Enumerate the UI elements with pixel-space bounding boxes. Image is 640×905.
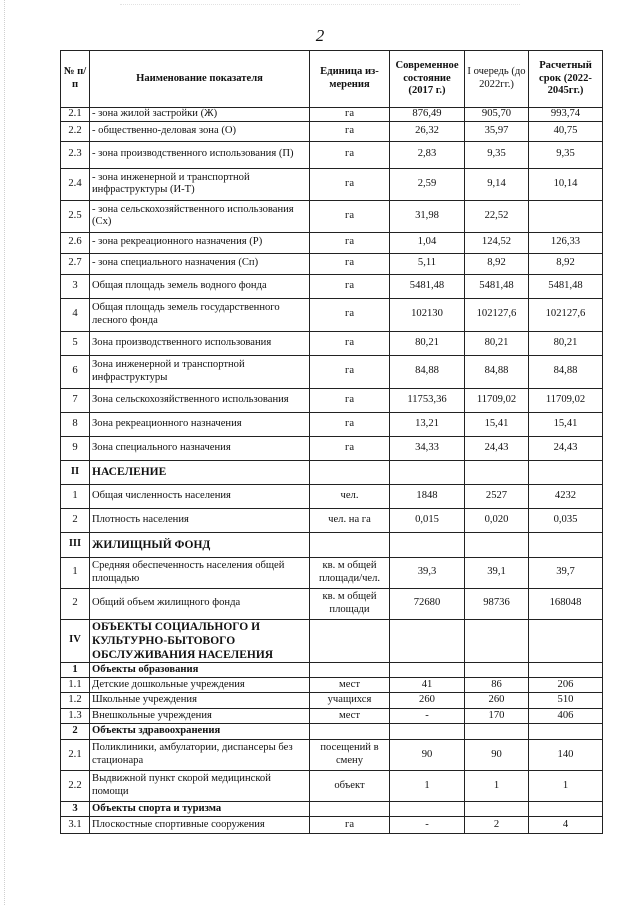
row-current: 5,11 <box>390 253 465 274</box>
row-target: 102127,6 <box>529 298 603 331</box>
row-name: Выдвижной пункт скорой медицинской помощи <box>90 770 310 801</box>
row-target <box>529 200 603 232</box>
table-row <box>61 692 603 708</box>
row-stage1: 35,97 <box>465 121 529 141</box>
row-name: Поликлиники, амбулатории, диспансеры без стационара <box>90 739 310 770</box>
row-target <box>529 662 603 677</box>
row-num: 2.1 <box>61 108 90 122</box>
row-name: ЖИЛИЩНЫЙ ФОНД <box>90 532 310 557</box>
table-row <box>61 412 603 436</box>
row-current: 26,32 <box>390 121 465 141</box>
row-target: 0,035 <box>529 508 603 532</box>
row-unit: га <box>310 388 390 412</box>
row-name: - зона сельскохозяйственного использования (Сх) <box>90 200 310 232</box>
row-num: 2 <box>61 588 90 619</box>
table-row <box>61 388 603 412</box>
table-row <box>61 331 603 355</box>
table-row <box>61 200 603 232</box>
row-current: 1 <box>390 770 465 801</box>
row-unit: га <box>310 298 390 331</box>
section-row <box>61 532 603 557</box>
header-num: № п/п <box>61 51 90 108</box>
row-name: Объекты здравоохранения <box>90 723 310 739</box>
row-name: - зона рекреационного назначения (Р) <box>90 232 310 253</box>
row-num: II <box>61 460 90 484</box>
row-num: 3 <box>61 274 90 298</box>
row-num: 2.6 <box>61 232 90 253</box>
row-unit: га <box>310 816 390 833</box>
row-unit: посещений в смену <box>310 739 390 770</box>
row-current <box>390 801 465 816</box>
row-name: Школьные учреждения <box>90 692 310 708</box>
table-row <box>61 677 603 692</box>
row-name: Общий объем жилищного фонда <box>90 588 310 619</box>
row-current: 1,04 <box>390 232 465 253</box>
row-unit: га <box>310 274 390 298</box>
row-unit <box>310 723 390 739</box>
row-stage1: 22,52 <box>465 200 529 232</box>
row-num: 3 <box>61 801 90 816</box>
table-row <box>61 739 603 770</box>
row-target: 15,41 <box>529 412 603 436</box>
row-current <box>390 662 465 677</box>
row-current: 80,21 <box>390 331 465 355</box>
row-name: Общая площадь земель водного фонда <box>90 274 310 298</box>
row-stage1: 8,92 <box>465 253 529 274</box>
row-name: - общественно-деловая зона (О) <box>90 121 310 141</box>
row-stage1: 0,020 <box>465 508 529 532</box>
row-name: Средняя обеспеченность населения общей площадью <box>90 557 310 588</box>
row-name: - зона жилой застройки (Ж) <box>90 108 310 122</box>
row-num: 6 <box>61 355 90 388</box>
row-name: Зона инженерной и транспортной инфраструктуры <box>90 355 310 388</box>
row-name: - зона производственного использования (П) <box>90 141 310 168</box>
table-row <box>61 557 603 588</box>
row-target: 1 <box>529 770 603 801</box>
row-num: 5 <box>61 331 90 355</box>
row-unit: объект <box>310 770 390 801</box>
row-current <box>390 619 465 662</box>
row-stage1: 80,21 <box>465 331 529 355</box>
row-unit: га <box>310 331 390 355</box>
scan-left-edge <box>4 0 5 905</box>
row-name: Зона специального назначения <box>90 436 310 460</box>
row-unit: га <box>310 200 390 232</box>
row-target: 993,74 <box>529 108 603 122</box>
row-current: 13,21 <box>390 412 465 436</box>
row-current: 72680 <box>390 588 465 619</box>
row-name: Общая численность населения <box>90 484 310 508</box>
row-stage1 <box>465 619 529 662</box>
row-target <box>529 460 603 484</box>
section-row <box>61 460 603 484</box>
row-unit: кв. м общей площади <box>310 588 390 619</box>
table-header-row <box>61 51 603 108</box>
table-row <box>61 298 603 331</box>
row-current: 260 <box>390 692 465 708</box>
row-num: 2 <box>61 508 90 532</box>
row-current: 876,49 <box>390 108 465 122</box>
row-num: III <box>61 532 90 557</box>
row-name: - зона специального назначения (Сп) <box>90 253 310 274</box>
row-num: 2.5 <box>61 200 90 232</box>
row-name: Зона производственного использования <box>90 331 310 355</box>
row-target: 126,33 <box>529 232 603 253</box>
row-num: 3.1 <box>61 816 90 833</box>
row-current: 41 <box>390 677 465 692</box>
row-name: Общая площадь земель государственного лесного фонда <box>90 298 310 331</box>
row-stage1: 260 <box>465 692 529 708</box>
row-target: 140 <box>529 739 603 770</box>
row-name: Зона рекреационного назначения <box>90 412 310 436</box>
row-num: 1 <box>61 557 90 588</box>
row-target: 510 <box>529 692 603 708</box>
row-target: 24,43 <box>529 436 603 460</box>
row-num: 2.2 <box>61 770 90 801</box>
row-current <box>390 460 465 484</box>
row-num: 7 <box>61 388 90 412</box>
row-stage1: 39,1 <box>465 557 529 588</box>
table-row <box>61 232 603 253</box>
header-target: Расчетный срок (2022-2045гг.) <box>529 51 603 108</box>
row-unit: га <box>310 168 390 200</box>
row-num: 1 <box>61 662 90 677</box>
row-name: Плоскостные спортивные сооружения <box>90 816 310 833</box>
row-name: НАСЕЛЕНИЕ <box>90 460 310 484</box>
header-name: Наименование показателя <box>90 51 310 108</box>
scan-top-edge <box>120 4 520 5</box>
row-stage1: 2527 <box>465 484 529 508</box>
table-row <box>61 484 603 508</box>
header-unit: Единица из-мерения <box>310 51 390 108</box>
row-unit: га <box>310 121 390 141</box>
row-current: 1848 <box>390 484 465 508</box>
row-stage1: 1 <box>465 770 529 801</box>
row-current: 34,33 <box>390 436 465 460</box>
row-unit <box>310 619 390 662</box>
row-unit: га <box>310 232 390 253</box>
row-stage1: 86 <box>465 677 529 692</box>
row-stage1: 124,52 <box>465 232 529 253</box>
table-row <box>61 770 603 801</box>
row-unit <box>310 460 390 484</box>
row-name: Плотность населения <box>90 508 310 532</box>
row-stage1: 905,70 <box>465 108 529 122</box>
subsection-row <box>61 662 603 677</box>
row-current: 5481,48 <box>390 274 465 298</box>
row-current: 31,98 <box>390 200 465 232</box>
table-row <box>61 708 603 723</box>
row-unit <box>310 662 390 677</box>
row-target <box>529 723 603 739</box>
row-current: 84,88 <box>390 355 465 388</box>
row-num: 2.3 <box>61 141 90 168</box>
row-name: - зона инженерной и транспортной инфраструктуры (И-Т) <box>90 168 310 200</box>
row-target <box>529 619 603 662</box>
row-num: 9 <box>61 436 90 460</box>
row-num: 1 <box>61 484 90 508</box>
row-stage1: 24,43 <box>465 436 529 460</box>
table-row <box>61 141 603 168</box>
row-stage1: 98736 <box>465 588 529 619</box>
row-unit: га <box>310 355 390 388</box>
row-stage1 <box>465 460 529 484</box>
row-current: 102130 <box>390 298 465 331</box>
page-number: 2 <box>315 26 325 45</box>
table-row <box>61 274 603 298</box>
row-stage1: 9,14 <box>465 168 529 200</box>
row-target: 9,35 <box>529 141 603 168</box>
row-target: 8,92 <box>529 253 603 274</box>
row-unit: га <box>310 412 390 436</box>
row-stage1: 102127,6 <box>465 298 529 331</box>
row-num: 2.7 <box>61 253 90 274</box>
row-target: 168048 <box>529 588 603 619</box>
row-num: 1.3 <box>61 708 90 723</box>
table-row <box>61 108 603 122</box>
header-current: Современное состояние (2017 г.) <box>390 51 465 108</box>
row-stage1 <box>465 801 529 816</box>
row-current <box>390 532 465 557</box>
table-row <box>61 253 603 274</box>
row-unit: га <box>310 108 390 122</box>
section-row <box>61 619 603 662</box>
row-target: 40,75 <box>529 121 603 141</box>
row-current: - <box>390 708 465 723</box>
row-num: 2.2 <box>61 121 90 141</box>
row-current: 39,3 <box>390 557 465 588</box>
row-target: 39,7 <box>529 557 603 588</box>
row-stage1 <box>465 723 529 739</box>
row-num: 2.4 <box>61 168 90 200</box>
row-stage1: 90 <box>465 739 529 770</box>
row-target: 11709,02 <box>529 388 603 412</box>
table-row <box>61 121 603 141</box>
row-stage1: 2 <box>465 816 529 833</box>
row-target <box>529 532 603 557</box>
row-unit: га <box>310 253 390 274</box>
table-row <box>61 355 603 388</box>
row-num: 1.2 <box>61 692 90 708</box>
row-target: 5481,48 <box>529 274 603 298</box>
row-unit: га <box>310 436 390 460</box>
row-unit <box>310 801 390 816</box>
row-stage1 <box>465 532 529 557</box>
row-target: 10,14 <box>529 168 603 200</box>
row-stage1: 84,88 <box>465 355 529 388</box>
table-row <box>61 588 603 619</box>
row-target: 406 <box>529 708 603 723</box>
row-target: 80,21 <box>529 331 603 355</box>
indicators-table <box>60 50 603 834</box>
row-stage1: 5481,48 <box>465 274 529 298</box>
row-name: ОБЪЕКТЫ СОЦИАЛЬНОГО И КУЛЬТУРНО-БЫТОВОГО ОБСЛУЖИВАНИЯ НАСЕЛЕНИЯ <box>90 619 310 662</box>
table-row <box>61 168 603 200</box>
table-row <box>61 436 603 460</box>
row-current: 0,015 <box>390 508 465 532</box>
table-row <box>61 816 603 833</box>
row-current: 2,59 <box>390 168 465 200</box>
row-current <box>390 723 465 739</box>
subsection-row <box>61 723 603 739</box>
row-target: 4232 <box>529 484 603 508</box>
row-stage1: 170 <box>465 708 529 723</box>
row-current: - <box>390 816 465 833</box>
row-stage1: 9,35 <box>465 141 529 168</box>
row-stage1 <box>465 662 529 677</box>
row-num: 8 <box>61 412 90 436</box>
row-unit: кв. м общей площади/чел. <box>310 557 390 588</box>
row-target: 84,88 <box>529 355 603 388</box>
subsection-row <box>61 801 603 816</box>
row-unit <box>310 532 390 557</box>
row-target: 4 <box>529 816 603 833</box>
table-row <box>61 508 603 532</box>
row-unit: чел. <box>310 484 390 508</box>
row-name: Внешкольные учреждения <box>90 708 310 723</box>
row-current: 2,83 <box>390 141 465 168</box>
row-num: IV <box>61 619 90 662</box>
row-stage1: 11709,02 <box>465 388 529 412</box>
row-unit: учащихся <box>310 692 390 708</box>
row-num: 1.1 <box>61 677 90 692</box>
row-num: 4 <box>61 298 90 331</box>
row-name: Объекты образования <box>90 662 310 677</box>
row-name: Объекты спорта и туризма <box>90 801 310 816</box>
row-unit: чел. на га <box>310 508 390 532</box>
row-num: 2 <box>61 723 90 739</box>
table-body <box>61 108 603 834</box>
header-stage1: I очередь (до 2022гг.) <box>465 51 529 108</box>
row-target: 206 <box>529 677 603 692</box>
row-num: 2.1 <box>61 739 90 770</box>
row-stage1: 15,41 <box>465 412 529 436</box>
row-target <box>529 801 603 816</box>
row-unit: га <box>310 141 390 168</box>
row-unit: мест <box>310 708 390 723</box>
row-name: Детские дошкольные учреждения <box>90 677 310 692</box>
row-current: 90 <box>390 739 465 770</box>
row-name: Зона сельскохозяйственного использования <box>90 388 310 412</box>
row-current: 11753,36 <box>390 388 465 412</box>
row-unit: мест <box>310 677 390 692</box>
